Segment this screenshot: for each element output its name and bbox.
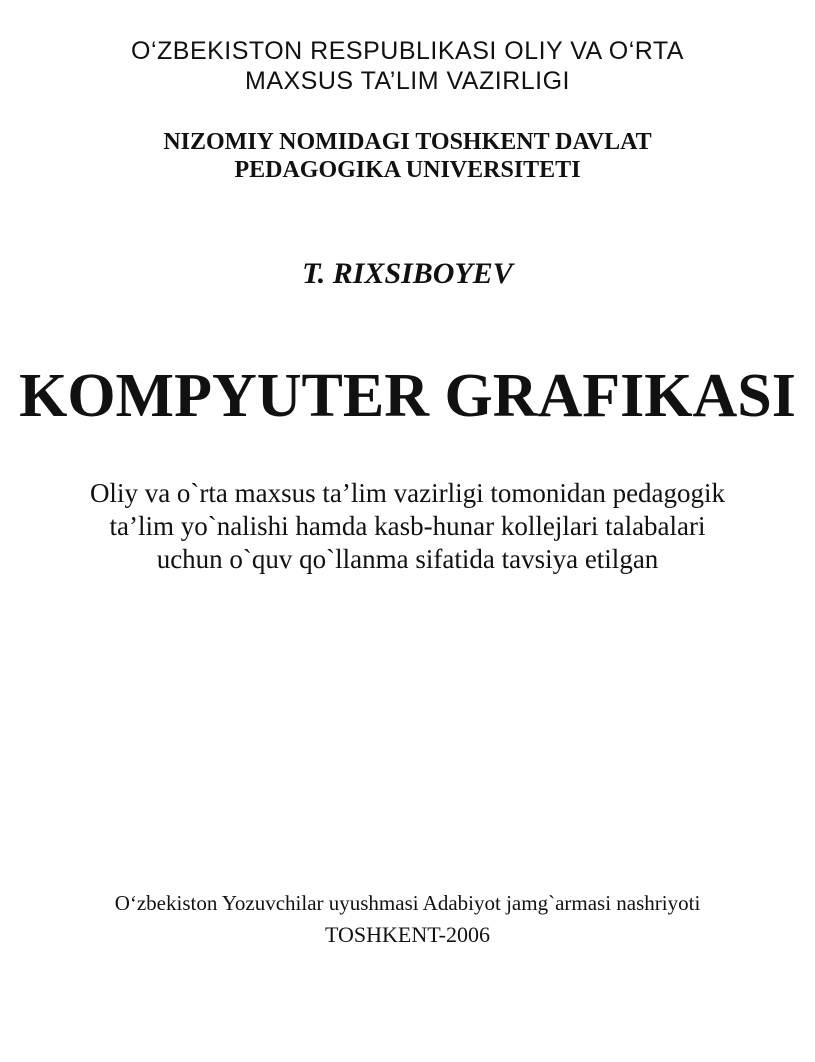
recommendation-text [40,477,775,576]
university-line-1: NIZOMIY NOMIDAGI TOSHKENT DAVLAT [163,129,652,155]
ministry-line-1: O‘ZBEKISTON RESPUBLIKASI OLIY VA O‘RTA [131,37,684,65]
city-year: TOSHKENT-2006 [324,922,490,947]
ministry-heading [0,36,815,96]
university-heading [0,128,815,184]
recommendation-line-2: ta’lim yo`nalishi hamda kasb-hunar kollejlari talabalari [109,511,706,541]
recommendation-line-3: uchun o`quv qo`llanma sifatida tavsiya etilgan [156,544,659,574]
publisher-name: O‘zbekiston Yozuvchilar uyushmasi Adabiyot jamg`armasi nashriyoti [114,891,701,915]
university-line-2: PEDAGOGIKA UNIVERSITETI [234,157,581,183]
author-name: T. RIXSIBOYEV [302,257,513,290]
ministry-line-2: MAXSUS TA’LIM VAZIRLIGI [245,67,570,95]
book-title: KOMPYUTER GRAFIKASI [19,362,796,430]
recommendation-line-1: Oliy va o`rta maxsus ta’lim vazirligi tomonidan pedagogik [89,478,726,508]
